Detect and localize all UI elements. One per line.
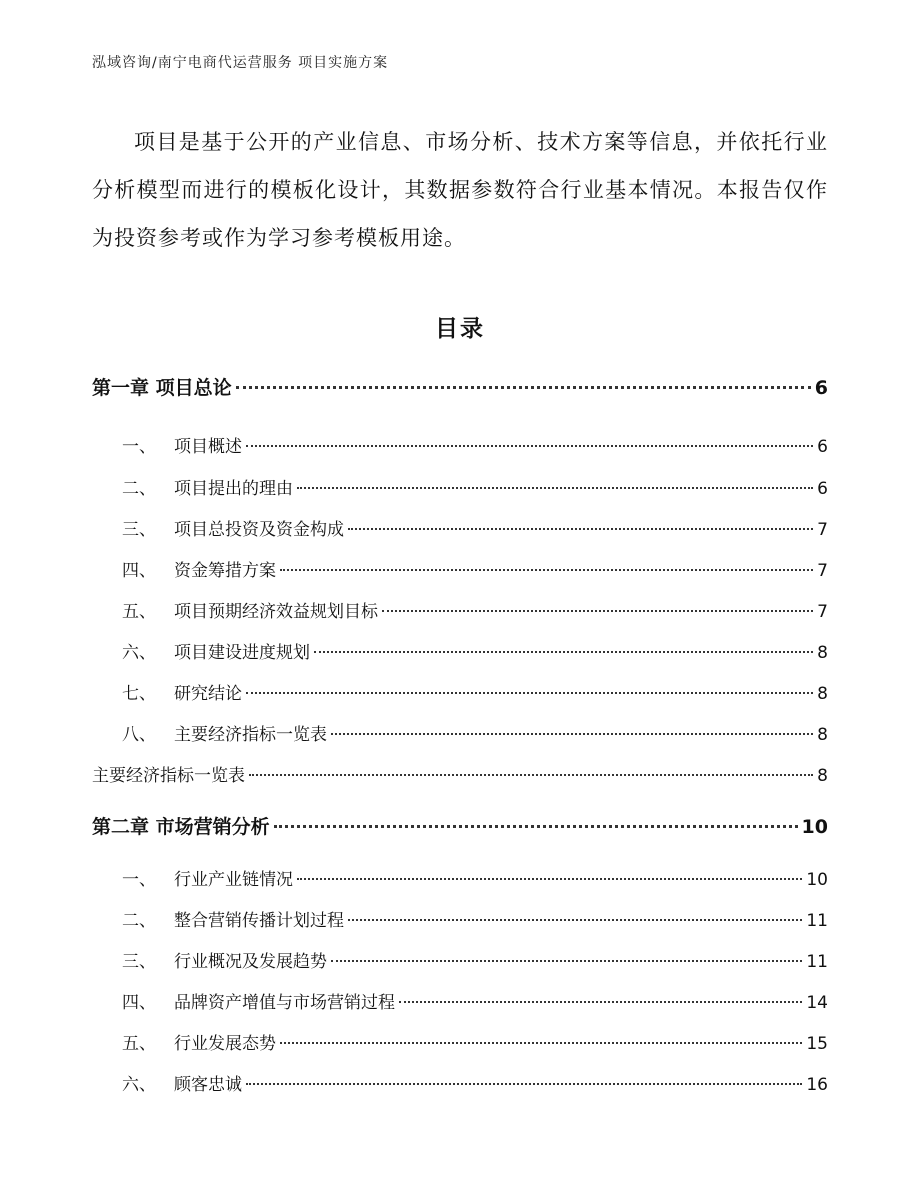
toc-entry-number: 五、 bbox=[122, 602, 156, 622]
toc-entry-number: 五、 bbox=[122, 1034, 156, 1054]
toc-page-number: 10 bbox=[806, 870, 828, 890]
toc-entry-number: 二、 bbox=[122, 479, 156, 499]
toc-entry-text: 研究结论 bbox=[174, 684, 242, 704]
toc-section-entry[interactable] bbox=[92, 597, 828, 622]
toc-entry-number: 三、 bbox=[122, 520, 156, 540]
toc-page-number: 8 bbox=[817, 684, 828, 704]
toc-leader-dots bbox=[348, 919, 802, 921]
toc-page-number: 7 bbox=[817, 561, 828, 581]
toc-entry-label bbox=[92, 373, 232, 400]
toc-page-number: 16 bbox=[806, 1075, 828, 1095]
toc-page-number: 8 bbox=[817, 643, 828, 663]
toc-entry-label bbox=[92, 865, 293, 890]
toc-page-number: 7 bbox=[817, 520, 828, 540]
toc-section-entry[interactable] bbox=[92, 947, 828, 972]
toc-entry-number: 六、 bbox=[122, 1075, 156, 1095]
toc-entry-label bbox=[92, 432, 242, 457]
toc-section-entry[interactable] bbox=[92, 556, 828, 581]
toc-entry-text: 整合营销传播计划过程 bbox=[174, 911, 344, 931]
toc-title: 目录 bbox=[435, 316, 485, 342]
toc-entry-label bbox=[92, 906, 344, 931]
toc-leader-dots bbox=[399, 1001, 802, 1003]
toc-leader-dots bbox=[280, 1042, 802, 1044]
toc-entry-label bbox=[92, 515, 344, 540]
toc-section-entry[interactable] bbox=[92, 432, 828, 457]
toc-page-number: 14 bbox=[806, 993, 828, 1013]
toc-entry-text: 资金筹措方案 bbox=[174, 561, 276, 581]
toc-page-number: 6 bbox=[814, 377, 828, 399]
toc-entry-label bbox=[92, 556, 276, 581]
toc-page-number: 8 bbox=[817, 766, 828, 786]
toc-section-entry[interactable] bbox=[92, 638, 828, 663]
toc-entry-number: 二、 bbox=[122, 911, 156, 931]
toc-section-entry[interactable] bbox=[92, 720, 828, 745]
toc-entry-number: 四、 bbox=[122, 561, 156, 581]
toc-leader-dots bbox=[246, 445, 813, 447]
toc-entry-number: 四、 bbox=[122, 993, 156, 1013]
toc-entry-number: 八、 bbox=[122, 725, 156, 745]
toc-page-number: 10 bbox=[801, 816, 828, 838]
toc-entry-text: 顾客忠诚 bbox=[174, 1075, 242, 1095]
toc-entry-label bbox=[92, 638, 310, 663]
toc-entry-text: 主要经济指标一览表 bbox=[174, 725, 327, 745]
toc-entry-label bbox=[92, 474, 293, 499]
toc-page-number: 7 bbox=[817, 602, 828, 622]
toc-entry-text: 项目提出的理由 bbox=[174, 479, 293, 499]
toc-entry-label bbox=[92, 1070, 242, 1095]
toc-section-entry[interactable] bbox=[92, 865, 828, 890]
toc-entry-number: 七、 bbox=[122, 684, 156, 704]
toc-section-entry[interactable] bbox=[92, 1029, 828, 1054]
toc-leader-dots bbox=[382, 610, 813, 612]
toc-section-entry[interactable] bbox=[92, 761, 828, 786]
toc-page-number: 8 bbox=[817, 725, 828, 745]
toc-leader-dots bbox=[236, 386, 811, 389]
toc-leader-dots bbox=[246, 692, 813, 694]
toc-entry-label bbox=[92, 761, 245, 786]
toc-entry-number: 三、 bbox=[122, 952, 156, 972]
toc-entry-number: 一、 bbox=[122, 437, 156, 457]
toc-entry-text: 项目概述 bbox=[174, 437, 242, 457]
toc-entry-number: 六、 bbox=[122, 643, 156, 663]
toc-leader-dots bbox=[314, 651, 813, 653]
toc-leader-dots bbox=[297, 878, 802, 880]
toc-entry-label bbox=[92, 679, 242, 704]
toc-entry-label bbox=[92, 988, 395, 1013]
toc-leader-dots bbox=[331, 960, 802, 962]
toc-section-entry[interactable] bbox=[92, 906, 828, 931]
page-header: 泓域咨询/南宁电商代运营服务 项目实施方案 bbox=[92, 55, 389, 71]
toc-page-number: 6 bbox=[817, 479, 828, 499]
toc-page-number: 11 bbox=[806, 911, 828, 931]
toc-entry-text: 项目总投资及资金构成 bbox=[174, 520, 344, 540]
toc-leader-dots bbox=[249, 774, 813, 776]
toc-section-entry[interactable] bbox=[92, 679, 828, 704]
toc-entry-text: 行业概况及发展趋势 bbox=[174, 952, 327, 972]
toc-entry-label bbox=[92, 947, 327, 972]
toc-leader-dots bbox=[331, 733, 813, 735]
toc-leader-dots bbox=[297, 487, 813, 489]
toc-entry-label bbox=[92, 597, 378, 622]
toc-page-number: 6 bbox=[817, 437, 828, 457]
toc-chapter-entry[interactable] bbox=[92, 812, 828, 839]
toc-chapter-entry[interactable] bbox=[92, 373, 828, 400]
toc-page-number: 15 bbox=[806, 1034, 828, 1054]
toc-entry-label bbox=[92, 812, 270, 839]
toc-entry-text: 第一章 项目总论 bbox=[92, 377, 232, 399]
toc-entry-label bbox=[92, 720, 327, 745]
toc-leader-dots bbox=[348, 528, 813, 530]
toc-section-entry[interactable] bbox=[92, 515, 828, 540]
toc-page-number: 11 bbox=[806, 952, 828, 972]
toc-entry-number: 一、 bbox=[122, 870, 156, 890]
toc-entry-text: 行业产业链情况 bbox=[174, 870, 293, 890]
toc-entry-text: 行业发展态势 bbox=[174, 1034, 276, 1054]
toc-leader-dots bbox=[246, 1083, 802, 1085]
toc-section-entry[interactable] bbox=[92, 1070, 828, 1095]
intro-paragraph: 项目是基于公开的产业信息、市场分析、技术方案等信息，并依托行业分析模型而进行的模板化设计，其数据参数符合行业基本情况。本报告仅作为投资参考或作为学习参考模板用途。 bbox=[92, 130, 828, 250]
toc-entry-text: 品牌资产增值与市场营销过程 bbox=[174, 993, 395, 1013]
toc-entry-label bbox=[92, 1029, 276, 1054]
toc-section-entry[interactable] bbox=[92, 988, 828, 1013]
toc-leader-dots bbox=[280, 569, 813, 571]
toc-entry-text: 项目建设进度规划 bbox=[174, 643, 310, 663]
toc-leader-dots bbox=[274, 825, 798, 828]
toc-entry-text: 项目预期经济效益规划目标 bbox=[174, 602, 378, 622]
toc-entry-text: 第二章 市场营销分析 bbox=[92, 816, 270, 838]
toc-section-entry[interactable] bbox=[92, 474, 828, 499]
toc-entry-text: 主要经济指标一览表 bbox=[92, 766, 245, 786]
